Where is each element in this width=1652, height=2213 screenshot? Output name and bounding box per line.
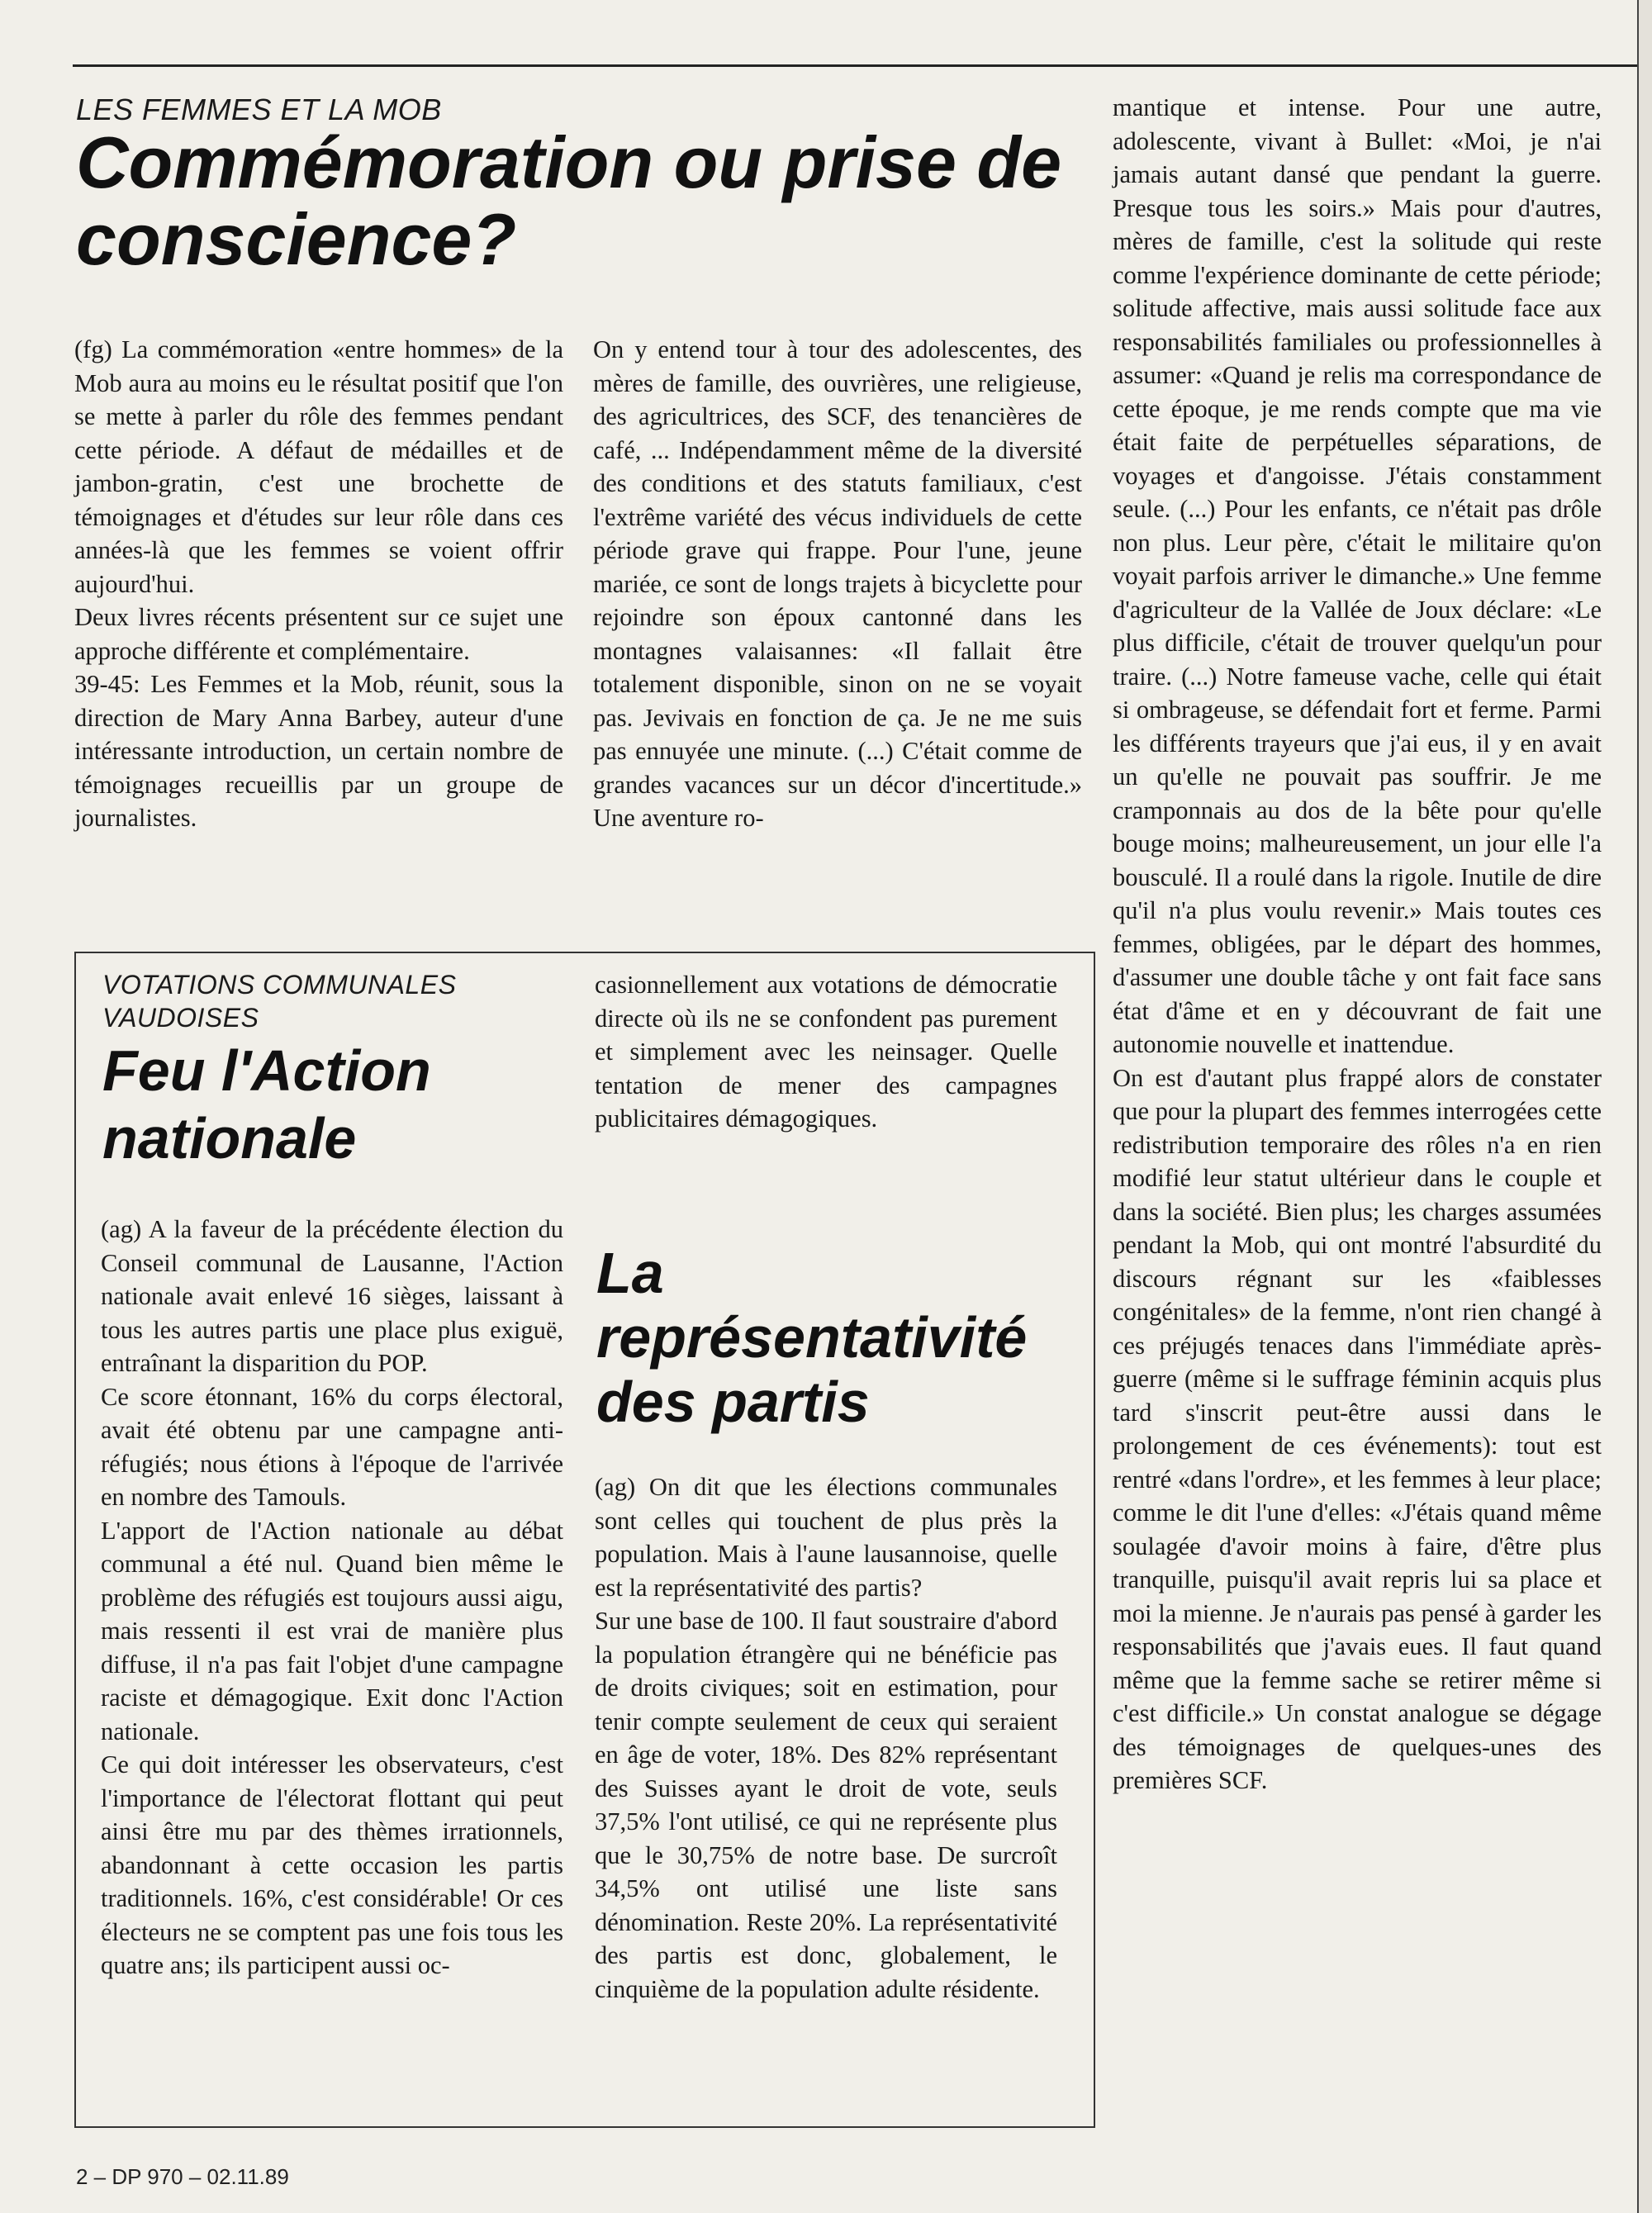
box-kicker: VOTATIONS COMMUNALES VAUDOISES bbox=[102, 970, 457, 1033]
paragraph: 39-45: Les Femmes et la Mob, réunit, sous la direction de Mary Anna Barbey, auteur d'une intéressante introduction, un certain nombre de témoignages recueillis par un groupe de journalistes. bbox=[74, 670, 563, 832]
paragraph: Sur une base de 100. Il faut soustraire d'abord la population étrangère qui ne bénéficie pas de droits civiques; soit en estimation, pour tenir compte seulement de ceux qui seraient en âge de voter, 18%. Des 82% représentant des Suisses ayant le droit de vote, seuls 37,5% l'ont utilisé, ce qui ne représente plus que le 30,75% de notre base. De surcroît 34,5% ont utilisé une liste sans dénomination. Reste 20%. La représentativité des partis est donc, globalement, le cinquième de la population adulte résidente. bbox=[595, 1607, 1057, 2003]
paragraph: casionnellement aux votations de démocratie directe où ils ne se confondent pas purement et simplement avec les neinsager. Quelle tentation de mener des campagnes publicitaires démagogiques. bbox=[595, 971, 1057, 1133]
paragraph: (ag) A la faveur de la précédente élection du Conseil communal de Lausanne, l'Action nationale avait enlevé 16 sièges, laissant à tous les autres partis une place plus exiguë, entraînant la disparition du POP. bbox=[101, 1215, 563, 1377]
main-column-3 bbox=[1113, 91, 1602, 1797]
main-column-2 bbox=[593, 333, 1082, 835]
paragraph: (ag) On dit que les élections communales sont celles qui touchent de plus près la population. Mais à l'aune lausannoise, quelle est la représentativité des partis? bbox=[595, 1473, 1057, 1602]
main-kicker: LES FEMMES ET LA MOB bbox=[76, 93, 442, 126]
representativity-headline: La représentativité des partis bbox=[596, 1241, 1028, 1434]
page-edge bbox=[1637, 0, 1652, 2213]
paragraph: L'apport de l'Action nationale au débat communal a été nul. Quand bien même le problème des réfugiés est toujours aussi aigu, mais ressenti il est vrai de manière plus diffuse, il n'a pas fait l'objet d'une campagne raciste et démagogique. Exit donc l'Action nationale. bbox=[101, 1516, 563, 1745]
paragraph: Deux livres récents présentent sur ce sujet une approche différente et complémentaire. bbox=[74, 603, 563, 665]
paragraph: (fg) La commémoration «entre hommes» de la Mob aura au moins eu le résultat positif que l'on se mette à parler du rôle des femmes pendant cette période. A défaut de médailles et de jambon-gratin, c'est une brochette de témoignages et d'études sur leur rôle dans ces années-là que les femmes se voient offrir aujourd'hui. bbox=[74, 335, 563, 598]
box-column-1 bbox=[101, 1213, 563, 1983]
paragraph: mantique et intense. Pour une autre, adolescente, vivant à Bullet: «Moi, je n'ai jamais autant dansé que pendant la guerre. Presque tous les soirs.» Mais pour d'autres, mères de famille, c'est la solitude qui reste comme l'expérience dominante de cette période; solitude affective, mais aussi solitude face aux responsabilités familiales ou professionnelles à assumer: «Quand je relis ma correspondance de cette époque, je me rends compte que ma vie était faite de perpétuelles séparations, de voyages et d'angoisse. J'étais constamment seule. (...) Pour les enfants, ce n'était pas drôle non plus. Leur père, c'était le militaire qu'on voyait parfois arriver le dimanche.» Une femme d'agriculteur de la Vallée de Joux déclare: «Le plus difficile, c'était de trouver quelqu'un pour traire. (...) Notre fameuse vache, celle qui était si ombrageuse, se défendait fort et ferme. Parmi les différents trayeurs que j'ai eus, il y en avait un qu'elle ne pouvait pas souffrir. Je me cramponnais au dos de la bête pour qu'elle bouge moins; malheureusement, un jour elle l'a bousculé. Il a roulé dans la rigole. Inutile de dire qu'il n'a plus voulu revenir.» Mais toutes ces femmes, obligées, par le départ des hommes, d'assumer une double tâche y ont fait face sans état d'âme et en y découvrant de fait une autonomie nouvelle et inattendue. bbox=[1113, 93, 1602, 1058]
page-footer: 2 – DP 970 – 02.11.89 bbox=[76, 2164, 289, 2189]
representativity-column bbox=[595, 1470, 1057, 2006]
main-column-1 bbox=[74, 333, 563, 835]
paragraph: On y entend tour à tour des adolescentes, des mères de famille, des ouvrières, une religieuse, des agricultrices, des SCF, des tenancières de café, ... Indépendamment même de la diversité des conditions et des statuts familiaux, c'est l'extrême variété des vécus individuels de cette période grave qui frappe. Pour l'une, jeune mariée, ce sont de longs trajets à bicyclette pour rejoindre son époux cantonné dans les montagnes valaisannes: «Il fallait être totalement disponible, sinon on ne se voyait pas. Jevivais en fonction de ça. Je ne me suis pas ennuyée une minute. (...) C'était comme de grandes vacances sur un décor d'incertitude.» Une aventure ro- bbox=[593, 335, 1082, 832]
paragraph: Ce qui doit intéresser les observateurs, c'est l'importance de l'électorat flottant qui peut ainsi être mu par des thèmes irrationnels, abandonnant à cette occasion les partis traditionnels. 16%, c'est considérable! Or ces électeurs ne se comptent pas une fois tous les quatre ans; ils participent aussi oc- bbox=[101, 1750, 563, 1979]
paragraph: Ce score étonnant, 16% du corps électoral, avait été obtenu par une campagne anti-réfugiés; nous étions à l'époque de l'arrivée en nombre des Tamouls. bbox=[101, 1382, 563, 1511]
paragraph: On est d'autant plus frappé alors de constater que pour la plupart des femmes interrogées cette redistribution temporaire des rôles n'a en rien modifié leur statut ultérieur dans le couple et dans la société. Bien plus; les charges assumées pendant la Mob, qui ont montré l'absurdité du discours régnant sur les «faiblesses congénitales» de la femme, n'ont rien changé à ces préjugés tenaces dans l'immédiate après-guerre (même si le suffrage féminin acquis plus tard s'inscrit peut-être aussi dans le prolongement de ces événements): tout est rentré «dans l'ordre», et les femmes à leur place; comme le dit l'une d'elles: «J'étais quand même soulagée d'avoir moins à faire, d'être plus tranquille, puisqu'il avait repris lui sa place et moi la mienne. Je n'aurais pas pensé à garder les responsabilités que j'avais eues. Il faut quand même que la femme sache se retirer même si c'est difficile.» Un constat analogue se dégage des témoignages de quelques-unes des premières SCF. bbox=[1113, 1063, 1602, 1794]
box-column-2 bbox=[595, 968, 1057, 1136]
top-rule bbox=[73, 64, 1642, 67]
box-headline: Feu l'Action nationale bbox=[102, 1038, 431, 1171]
main-headline: Commémoration ou prise de conscience? bbox=[76, 121, 1062, 281]
